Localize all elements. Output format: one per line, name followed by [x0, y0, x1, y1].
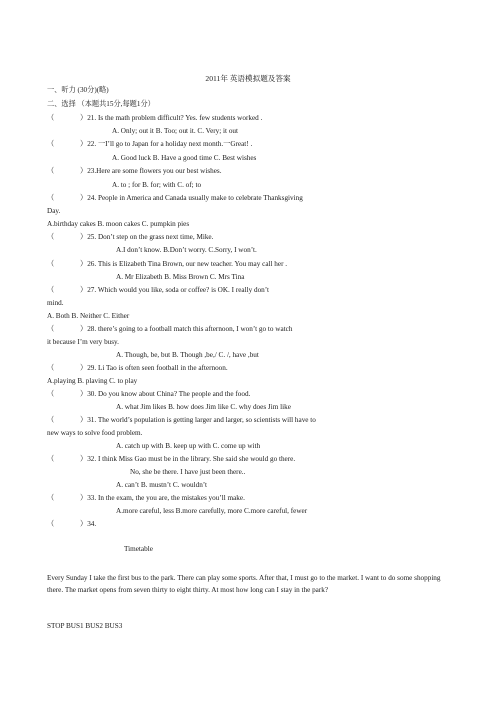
question-32 — [47, 455, 295, 464]
answer-paren: （ — [47, 286, 55, 294]
timetable-title: Timetable — [124, 545, 153, 553]
reading-passage: Every Sunday I take the first bus to the park. There can play some sports. After that, I must go to the market. I want to do some shopping there. The market opens from seven thirty to eight thirty. At most how long can I stay in the park? — [47, 574, 441, 594]
question-22 — [47, 140, 252, 149]
question-21 — [47, 114, 262, 123]
question-stem: ）34. — [80, 520, 97, 528]
timetable-header: STOP BUS1 BUS2 BUS3 — [47, 622, 123, 630]
question-24-options: A.birthday cakes B. moon cakes C. pumpkin pies — [47, 220, 190, 228]
answer-paren: （ — [47, 390, 55, 398]
answer-paren: （ — [47, 114, 55, 122]
answer-paren: （ — [47, 260, 55, 268]
answer-paren: （ — [47, 455, 55, 463]
question-28 — [47, 325, 292, 334]
question-31-options: A. catch up with B. keep up with C. come up with — [116, 442, 261, 450]
question-28-options: A. Though, be, but B. Though ,be,/ C. /, have ,but — [116, 351, 259, 359]
page-title: 2011年 英语模拟题及答案 — [205, 74, 291, 83]
question-31-continued: new ways to solve food problem. — [47, 429, 143, 437]
question-22-options: A. Good luck B. Have a good time C. Best wishes — [112, 154, 257, 162]
question-stem: ）32. I think Miss Gao must be in the library. She said she would go there. — [80, 455, 296, 463]
section-choice: 二、选择 （本题共15分,每题1分） — [47, 100, 155, 108]
question-21-options: A. Only; out it B. Too; out it. C. Very; it out — [112, 127, 239, 135]
question-33-options: A.more careful, less B.more carefully, more C.more careful, fewer — [116, 507, 308, 515]
question-stem: ）29. Li Tao is often seen football in the afternoon. — [80, 364, 228, 372]
answer-paren: （ — [47, 194, 55, 202]
answer-paren: （ — [47, 494, 55, 502]
answer-paren: （ — [47, 167, 55, 175]
question-25-options: A.I don’t know. B.Don’t worry. C.Sorry, I won’t. — [116, 246, 257, 254]
question-29-options: A.playing B. plaving C. to play — [47, 377, 138, 385]
question-stem: ）30. Do you know about China? The people and the food. — [80, 390, 251, 398]
question-24-continued: Day. — [47, 207, 61, 215]
question-30-options: A. what Jim likes B. how does Jim like C. why does Jim like — [116, 403, 291, 411]
question-stem: ）33. In the exam, the you are, the mistakes you’ll make. — [80, 494, 245, 502]
question-30 — [47, 390, 250, 399]
question-32-line2: No, she be there. I have just been there.. — [130, 468, 246, 476]
question-stem: ）24. People in America and Canada usually make to celebrate Thanksgiving — [80, 194, 303, 202]
question-stem: ）25. Don’t step on the grass next time, Mike. — [80, 233, 214, 241]
question-stem: ）21. Is the math problem difficult? Yes. few students worked . — [80, 114, 263, 122]
question-32-options: A. can’t B. mustn’t C. wouldn’t — [116, 481, 208, 489]
question-stem: ）28. there’s going to a football match this afternoon, I won’t go to watch — [80, 325, 293, 333]
question-33 — [47, 494, 245, 503]
question-stem: ）31. The world’s population is getting larger and larger, so scientists will have to — [80, 416, 316, 424]
question-27-options: A. Both B. Neither C. Either — [47, 312, 130, 320]
question-27 — [47, 286, 269, 295]
question-24 — [47, 194, 303, 203]
question-23-options: A. to ; for B. for; with C. of; to — [112, 181, 202, 189]
answer-paren: （ — [47, 416, 55, 424]
answer-paren: （ — [47, 364, 55, 372]
question-23 — [47, 167, 222, 176]
answer-paren: （ — [47, 233, 55, 241]
question-25 — [47, 233, 213, 242]
question-stem: ）22. 一I’ll go to Japan for a holiday next month.一Great! . — [80, 140, 253, 148]
question-31 — [47, 416, 316, 425]
question-26-options: A. Mr Elizabeth B. Miss Brown C. Mrs Tina — [116, 273, 245, 281]
question-stem: ）23.Here are some flowers you our best wishes. — [80, 167, 222, 175]
question-29 — [47, 364, 228, 373]
question-stem: ）27. Which would you like, soda or coffee? is OK. I really don’t — [80, 286, 270, 294]
question-stem: ）26. This is Elizabeth Tina Brown, our new teacher. You may call her . — [80, 260, 288, 268]
question-26 — [47, 260, 287, 269]
answer-paren: （ — [47, 325, 55, 333]
question-27-continued: mind. — [47, 299, 64, 307]
answer-paren: （ — [47, 140, 55, 148]
question-28-continued: it because I’m very busy. — [47, 338, 119, 346]
answer-paren: （ — [47, 520, 55, 528]
section-listening: 一、听力 (30分)(略) — [47, 86, 109, 94]
question-34 — [47, 520, 96, 529]
